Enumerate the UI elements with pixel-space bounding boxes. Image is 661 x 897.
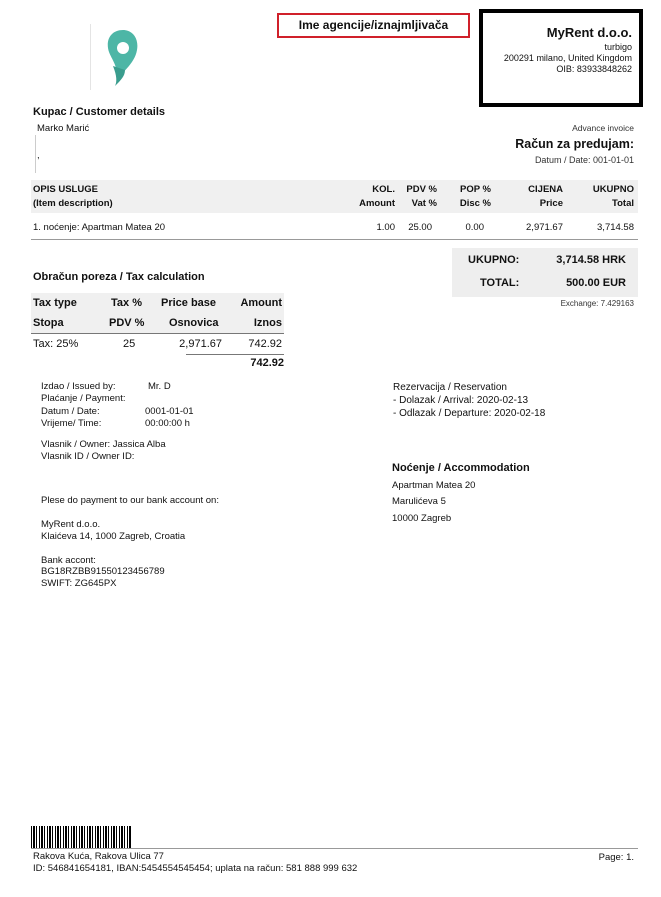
col-price-1: CIJENA xyxy=(528,184,563,195)
col-qty-1: KOL. xyxy=(372,184,395,195)
bank-label: Bank accont: xyxy=(41,555,96,566)
tax-title: Obračun poreza / Tax calculation xyxy=(33,271,205,283)
total-label: TOTAL: xyxy=(480,277,520,289)
customer-name: Marko Marić xyxy=(37,123,90,134)
company-info-box xyxy=(479,9,643,107)
company-logo xyxy=(90,24,153,90)
col-vat-1: PDV % xyxy=(406,184,437,195)
col-total-2: Total xyxy=(612,198,634,209)
payment-address: Klaićeva 14, 1000 Zagreb, Croatia xyxy=(41,531,186,542)
ukupno-value: 3,714.58 HRK xyxy=(556,254,626,266)
total-value: 500.00 EUR xyxy=(566,277,626,289)
customer-title: Kupac / Customer details xyxy=(33,106,166,118)
tax-h3: Price base xyxy=(161,297,217,309)
item-qty: 1.00 xyxy=(376,222,395,233)
bank-swift: SWIFT: ZG645PX xyxy=(41,578,117,589)
issued-by-label: Izdao / Issued by: xyxy=(41,381,116,392)
item-price: 2,971.67 xyxy=(526,222,563,233)
reservation-title: Rezervacija / Reservation xyxy=(393,382,507,393)
map-pin-icon xyxy=(91,24,153,90)
tax-type: Tax: 25% xyxy=(33,338,79,350)
company-name: MyRent d.o.o. xyxy=(546,25,632,40)
tax-header-row xyxy=(31,293,284,313)
company-line2: 200291 milano, United Kingdom xyxy=(503,53,632,63)
totals-box xyxy=(452,248,638,297)
payment-label: Plaćanje / Payment: xyxy=(41,393,126,404)
col-disc-1: POP % xyxy=(460,184,491,195)
col-vat-2: Vat % xyxy=(411,198,437,209)
item-desc: 1. noćenje: Apartman Matea 20 xyxy=(33,222,166,233)
issue-time: 00:00:00 h xyxy=(145,418,190,429)
owner-id: Vlasnik ID / Owner ID: xyxy=(41,451,135,462)
owner: Vlasnik / Owner: Jassica Alba xyxy=(41,439,166,450)
issued-by: Mr. D xyxy=(148,381,171,392)
tax-header-row-2 xyxy=(31,313,284,334)
exchange-rate: Exchange: 7.429163 xyxy=(560,299,634,308)
item-disc: 0.00 xyxy=(465,222,484,233)
page-number: Page: 1. xyxy=(598,852,634,863)
payment-note: Plese do payment to our bank account on: xyxy=(41,495,219,506)
tax-h1: Tax type xyxy=(33,297,77,309)
reservation-departure: - Odlazak / Departure: 2020-02-18 xyxy=(393,408,546,419)
table-row xyxy=(31,334,284,354)
table-row xyxy=(31,219,638,240)
tax-total: 742.92 xyxy=(186,354,284,371)
issue-date: 0001-01-01 xyxy=(145,406,194,417)
tax-h5: Stopa xyxy=(33,317,64,329)
tax-table xyxy=(31,293,284,354)
items-table-header xyxy=(31,180,638,213)
barcode xyxy=(31,826,131,848)
col-price-2: Price xyxy=(539,198,563,209)
col-disc-2: Disc % xyxy=(459,198,491,209)
tax-percent: 25 xyxy=(123,338,136,350)
col-qty-2: Amount xyxy=(359,198,395,209)
footer-line2: ID: 546841654181, IBAN:5454554545454; uplata na račun: 581 888 999 632 xyxy=(33,863,358,874)
tax-h8: Iznos xyxy=(253,317,282,329)
accommodation-city: 10000 Zagreb xyxy=(392,513,452,524)
tax-amount: 742.92 xyxy=(248,338,282,350)
date-label: Datum / Date: xyxy=(41,406,100,417)
company-line1: turbigo xyxy=(604,42,632,52)
col-desc-2: (Item description) xyxy=(33,198,113,209)
bank-iban: BG18RZBB91550123456789 xyxy=(41,566,165,577)
tax-h7: Osnovica xyxy=(169,317,219,329)
company-oib: OIB: 83933848262 xyxy=(556,64,632,74)
item-total: 3,714.58 xyxy=(597,222,634,233)
tax-h6: PDV % xyxy=(109,317,145,329)
agency-name-label: Ime agencije/iznajmljivača xyxy=(277,13,470,38)
document-type-small: Advance invoice xyxy=(572,123,634,133)
accommodation-title: Noćenje / Accommodation xyxy=(392,462,530,474)
ukupno-label: UKUPNO: xyxy=(468,254,520,266)
accommodation-street: Marulićeva 5 xyxy=(392,496,446,507)
reservation-arrival: - Dolazak / Arrival: 2020-02-13 xyxy=(393,395,529,406)
footer-divider xyxy=(31,848,638,849)
document-date: Datum / Date: 001-01-01 xyxy=(534,155,634,165)
accommodation-name: Apartman Matea 20 xyxy=(392,480,476,491)
customer-divider xyxy=(35,135,36,173)
footer-line1: Rakova Kuća, Rakova Ulica 77 xyxy=(33,851,164,862)
time-label: Vrijeme/ Time: xyxy=(41,418,102,429)
tax-h4: Amount xyxy=(240,297,282,309)
col-total-1: UKUPNO xyxy=(592,184,634,195)
customer-extra: , xyxy=(37,150,40,161)
tax-base: 2,971.67 xyxy=(179,338,222,350)
tax-h2: Tax % xyxy=(111,297,142,309)
col-desc-1: OPIS USLUGE xyxy=(33,184,98,195)
payment-company: MyRent d.o.o. xyxy=(41,519,101,530)
document-title: Račun za predujam: xyxy=(515,137,634,151)
item-vat: 25.00 xyxy=(408,222,432,233)
